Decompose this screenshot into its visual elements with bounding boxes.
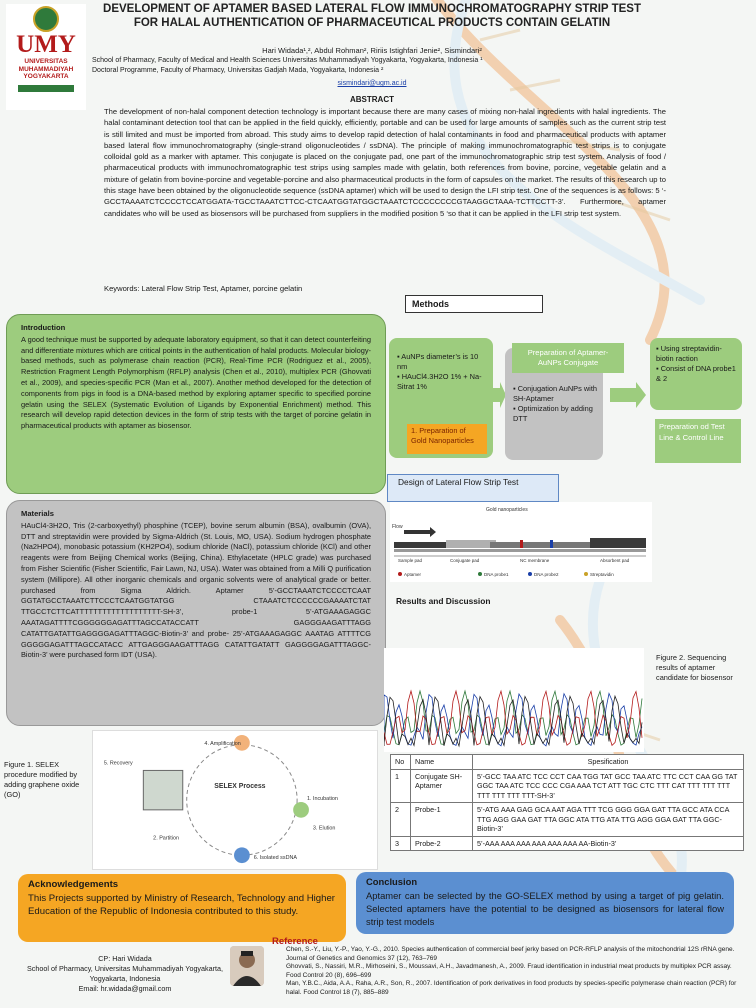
absorbent-pad (590, 538, 646, 548)
affiliation-2: Doctoral Programme, Faculty of Pharmacy, Universitas Gadjah Mada, Yogyakarta, Indonesia ² (92, 67, 384, 74)
aptamer-spec-table (390, 754, 744, 851)
table-row (391, 769, 744, 803)
authors: Hari Widada¹,², Abdul Rohman², Ririis Istighfari Jenie², Sismindari² (262, 46, 482, 55)
strip-label-sample: Sample pad (398, 558, 423, 563)
contact-person (10, 954, 240, 994)
legend-streptavidin-icon (584, 572, 588, 576)
cell-name: Conjugate SH-Aptamer (411, 769, 473, 803)
results-heading: Results and Discussion (396, 596, 491, 606)
table-row (391, 836, 744, 851)
legend-probe1-icon (478, 572, 482, 576)
legend-probe2: DNA probe2 (534, 572, 559, 577)
contact-affiliation: School of Pharmacy, Universitas Muhammadiyah Yogyakarta, Yogyakarta, Indonesia (26, 964, 224, 983)
avatar (230, 946, 264, 986)
reference-item: Ghovvati, S., Nassiri, M.R., Mirhoseini, S., Moussavi, A.H., Javadmanesh, A., 2009. Fraud identification in industrial meat products by multiplex PCR assay. Food Control 20 (8), 696–699 (286, 963, 732, 979)
reference-item: Man, Y.B.C., Aida, A.A., Raha, A.R., Son, R., 2007. Identification of pork derivatives in food products by species-specific polymerase chain reaction (PCR) for halal. Food Control 18 (7), 885–889 (286, 980, 737, 996)
selex-step-isolated: 6. Isolated ssDNA (253, 855, 298, 862)
references-heading: Reference (272, 936, 318, 947)
keywords: Keywords: Lateral Flow Strip Test, Aptamer, porcine gelatin (104, 284, 303, 293)
selex-step-recovery: 5. Recovery (103, 760, 133, 767)
affiliations (92, 56, 652, 76)
figure-2-caption: Figure 2. Sequencing results of aptamer candidate for biosensor (656, 653, 733, 682)
strip-test-diagram (390, 502, 652, 582)
title-line-2: FOR HALAL AUTHENTICATION OF PHARMACEUTICAL PRODUCTS CONTAIN GELATIN (133, 17, 611, 29)
gold-item-1: ▪ AuNPs diameter’s is 10 nm (397, 352, 487, 372)
abstract-text: The development of non-halal component detection technology is important because there are many cases of mixing non-halal ingredients with halal ingredients. The halal contaminant detection tool that can be applied in the field quickly, efficiently, portable and can be used for large amounts of samples such as the current strip test is still limited and must be imported from abroad. This study aims to develop rapid detection of halal contaminants in food and pharmaceutical products with aptamer based lateral flow immunochromatography (single-strand oligonucleotides / ssDNA). The principle of making immunochromatographic test strips is to conjugate colloidal gold as a marker with aptamer. This conjugate is placed on the conjugate pad, one part of the immunochromatographic strip test system. Analysis of food / pharmaceutical products with immunochromatographic test strips using samples made with gelatin, both references from bovine, porcine, vegetable gelatin and a mixture of gelatin from bovine-porcine and vegetable-porcine and also pharmaceutical products in the form of capsules on the market. The results of this research up to this stage have been obtained by the oligonucleotide sequence (ssDNA aptamer) which will be used to design the LFI strip test. One of the sequences is as follows: 5 ‘-GCCTAAAATCTCCCCTCCATGGATA-TGCCTAAATCTTCC-CTCAATGGTATGGCTAAATCTCCCCCCCCGTAAGGCTAAA-TCTTCCTT-3’. Furthermore, aptamer candidates who will be used as biosensors will be purchased from suppliers in the modified position 5 ‘so that it can be applied in the LFI strip test system. (104, 107, 666, 218)
selex-title: SELEX Process (214, 783, 266, 791)
conj-item-1: ▪ Conjugation AuNPs with SH-Aptamer (513, 384, 597, 404)
selex-cycle (187, 745, 297, 855)
conjugate-preparation-label: Preparation of Aptamer-AuNPs Conjugate (512, 343, 624, 373)
cell-no: 1 (391, 769, 411, 803)
strip-label-flow: Flow (392, 524, 403, 530)
cell-spec: 5’-ATG AAA GAG GCA AAT AGA TTT TCG GGG GGA GAT TTA GCC ATA CCA TTG AGG GAA GAT TTA GGC ATA TTG ATA TTG AGG GGA GAT TTA GGC-Biotin-3’ (473, 803, 744, 837)
logo-subtitle-2: MUHAMMADIYAH (18, 65, 74, 73)
sample-pad (394, 542, 452, 548)
legend-probe1: DNA probe1 (484, 572, 509, 577)
materials-heading: Materials (21, 509, 54, 518)
legend-streptavidin: Streptavidin (590, 572, 614, 577)
gold-item-2: ▪ HAuCl4.3H2O 1% + Na-Sitrat 1% (397, 372, 487, 392)
flow-arrow-icon (490, 380, 506, 410)
acknowledgements-box (18, 874, 346, 942)
cell-no: 3 (391, 836, 411, 851)
logo-tagline-bar (18, 85, 74, 92)
logo-subtitle-1: UNIVERSITAS (24, 58, 68, 65)
graphene-oxide-sheet (143, 770, 182, 809)
contact-name: CP: Hari Widada (98, 954, 152, 963)
author-email-link[interactable]: sismindari@ugm.ac.id (337, 80, 407, 87)
line-item-1: ▪ Using streptavidin-biotin raction (656, 344, 736, 364)
backing-card (394, 549, 646, 552)
flow-arrow-icon (404, 527, 436, 537)
cell-no: 2 (391, 803, 411, 837)
legend-aptamer-icon (398, 572, 402, 576)
emblem-icon (33, 6, 59, 32)
reference-item: Chen, S.-Y., Liu, Y.-P., Yao, Y.-G., 2010. Species authentication of commercial beef jerky based on PCR-RFLP analysis of the mitochondrial 12S rRNA gene. Journal of Genetics and Genomics 37 (12), 763–769 (286, 946, 735, 962)
flow-arrow-icon (610, 380, 646, 410)
selex-step-incubation: 1. Incubation (306, 796, 338, 802)
strip-label-conjugate: Conjugate pad (450, 558, 480, 563)
introduction-heading: Introduction (21, 323, 66, 332)
logo-umy-text: UMY (16, 31, 76, 58)
figure-1-caption: Figure 1. SELEX procedure modified by adding graphene oxide (GO) (4, 760, 80, 799)
university-logo (6, 4, 86, 110)
legend-aptamer: Aptamer (404, 572, 422, 577)
conclusion-text: Aptamer can be selected by the GO-SELEX method by using a target of pig gelatin. Selected aptamers have the potential to be designed as biosensors for lateral flow strip test models (366, 890, 724, 927)
nc-membrane (490, 542, 600, 548)
selex-step-elution: 3. Elution (312, 825, 336, 832)
ssdna-icon (234, 847, 250, 863)
control-line (550, 540, 553, 548)
test-line (520, 540, 523, 548)
cell-name: Probe-1 (411, 803, 473, 837)
references-list (286, 946, 744, 998)
conjugate-pad (446, 540, 496, 548)
test-line-box (650, 338, 742, 410)
col-header-name: Name (411, 755, 473, 770)
strip-design-heading: Design of Lateral Flow Strip Test (387, 474, 559, 502)
introduction-box (6, 314, 386, 494)
col-header-no: No (391, 755, 411, 770)
strip-label-membrane: NC membrane (520, 558, 550, 563)
table-row (391, 803, 744, 837)
strip-label-absorbent: Absorbent pad (600, 558, 630, 563)
cell-name: Probe-2 (411, 836, 473, 851)
title-line-1: DEVELOPMENT OF APTAMER BASED LATERAL FLOW IMMUNOCHROMATOGRAPHY STRIP TEST (103, 3, 641, 15)
introduction-text: A good technique must be supported by adequate laboratory equipment, so that it can detect counterfeiting and differentiate mixtures which are critical points in the authentication of halal products. Molecular biology-based methods, such as polymerase chain reaction (PCR), Real-Time PCR (Rodriguez et al., 2005), Restriction Fragment Length Polymorphism (RFLP) analysis (Chen et al., 2010), multiplex PCR (Ghovvati et al., 2009), and species-specific PCR (Man et al., 2007). Another method developed for the detection of components from pigs in food is a DNA-based method by exploring aptamer specific to specified porcine gelatin using the SELEX (Systematic Evolution of Ligands by Exponential Enrichment) method. This research will develop rapid detection devices in the form of strip tests with the target of porcine gelatin in pharmaceutical products with aptamer as biosensor. (21, 334, 371, 431)
acknowledgements-text: This Projects supported by Ministry of Research, Technology and Higher Education of the Republic of Indonesia contributed to this study. (28, 893, 335, 917)
affiliation-1: School of Pharmacy, Faculty of Medical and Health Sciences Universitas Muhammadiyah Yogyakarta, Yogyakarta, Indonesia ¹ (92, 57, 483, 64)
legend-probe2-icon (528, 572, 532, 576)
sequencing-chromatogram (384, 648, 644, 752)
materials-box (6, 500, 386, 726)
selex-step-amplification: 4. Amplification (204, 740, 241, 747)
gold-preparation-label: 1. Preparation of Gold Nanoparticles (407, 424, 487, 454)
conclusion-box (356, 872, 734, 934)
selex-procedure-diagram (92, 730, 378, 870)
table-header-row (391, 755, 744, 770)
conclusion-heading: Conclusion (366, 876, 418, 887)
poster-title (92, 2, 652, 30)
strip-label-gold: Gold nanoparticles (486, 507, 528, 513)
test-line-preparation-label: Preparation od Test Line & Control Line (655, 419, 741, 463)
acknowledgements-heading: Acknowledgements (28, 879, 119, 890)
cell-spec: 5’-AAA AAA AAA AAA AAA AAA AA-Biotin-3’ (473, 836, 744, 851)
target-icon (293, 802, 309, 818)
col-header-spec: Spesification (473, 755, 744, 770)
line-item-2: ▪ Consist of DNA probe1 & 2 (656, 364, 736, 384)
conj-item-2: ▪ Optimization by adding DTT (513, 404, 597, 424)
materials-text: HAuCl4-3H2O, Tris (2-carboxyethyl) phosphine (TCEP), bovine serum albumin (BSA), ovalbumin (OVA), DTT and streptavidin were provided by Sigma-Aldrich (St. Louis, MO, USA). Sodium hydrogen phosphate (Na2HPO4), monobasic potassium (KH2PO4), sodium chloride (NaCl), potassium chloride (KCl) and other reagents were from Beijing Chemical works (Beijing, China). Ethylacetate (HPLC grade) was purchased from Fisher Scientific (Fisher Scientific, Fair Lawn, NJ, USA). Water was obtained from a Milli Q purification system (Millipore). All other inorganic chemicals and organic solvents were of analytical grade or better. purchased from Sigma Aldrich. Aptamer 5’-GCCTAAATCTCCCCTCAAT GGTATGCCTAAATCTTCCCTCAATGGTATGG CTAAATCTCCCCCCGAAAATCTAT TTGCCTCTTCATTTTTTTTTTTTTTTTTTT-SH-3’, probe-1 5’-ATGAAAGAGGC AAATAGATTTTCGGGGGGAGATTTAGCCATACCATT GAGGGAAGATTTAGG CATATTGATATTGAGGGGAGATTTAGGC-Biotin-3’ and probe- 25’-ATGAAAGAGGC AAATAG ATTTTCG GGGGGAGATTTAGCCATACC ATTGAGGGAAGATTTAGG CATATTGATATT GAGGGGAGATTTAGGC-Biotin-3’ were purchased form IDT (USA). (21, 520, 371, 660)
logo-subtitle-3: YOGYAKARTA (23, 73, 69, 80)
cell-spec: 5’-GCC TAA ATC TCC CCT CAA TGG TAT GCC TAA ATC TTC CCT CAA GG TAT GGC TAA ATC TCC CCC CGA AAA TCT ATT TGC CTC TTT CAT TTT TTT TTT TTT TTT TTT TTT-SH-3’ (473, 769, 744, 803)
person-icon (230, 946, 264, 986)
contact-email[interactable]: Email: hr.widada@gmail.com (78, 984, 172, 993)
abstract-heading: ABSTRACT (350, 95, 394, 104)
methods-heading: Methods (405, 295, 543, 313)
selex-step-partition: 2. Partition (153, 835, 180, 842)
